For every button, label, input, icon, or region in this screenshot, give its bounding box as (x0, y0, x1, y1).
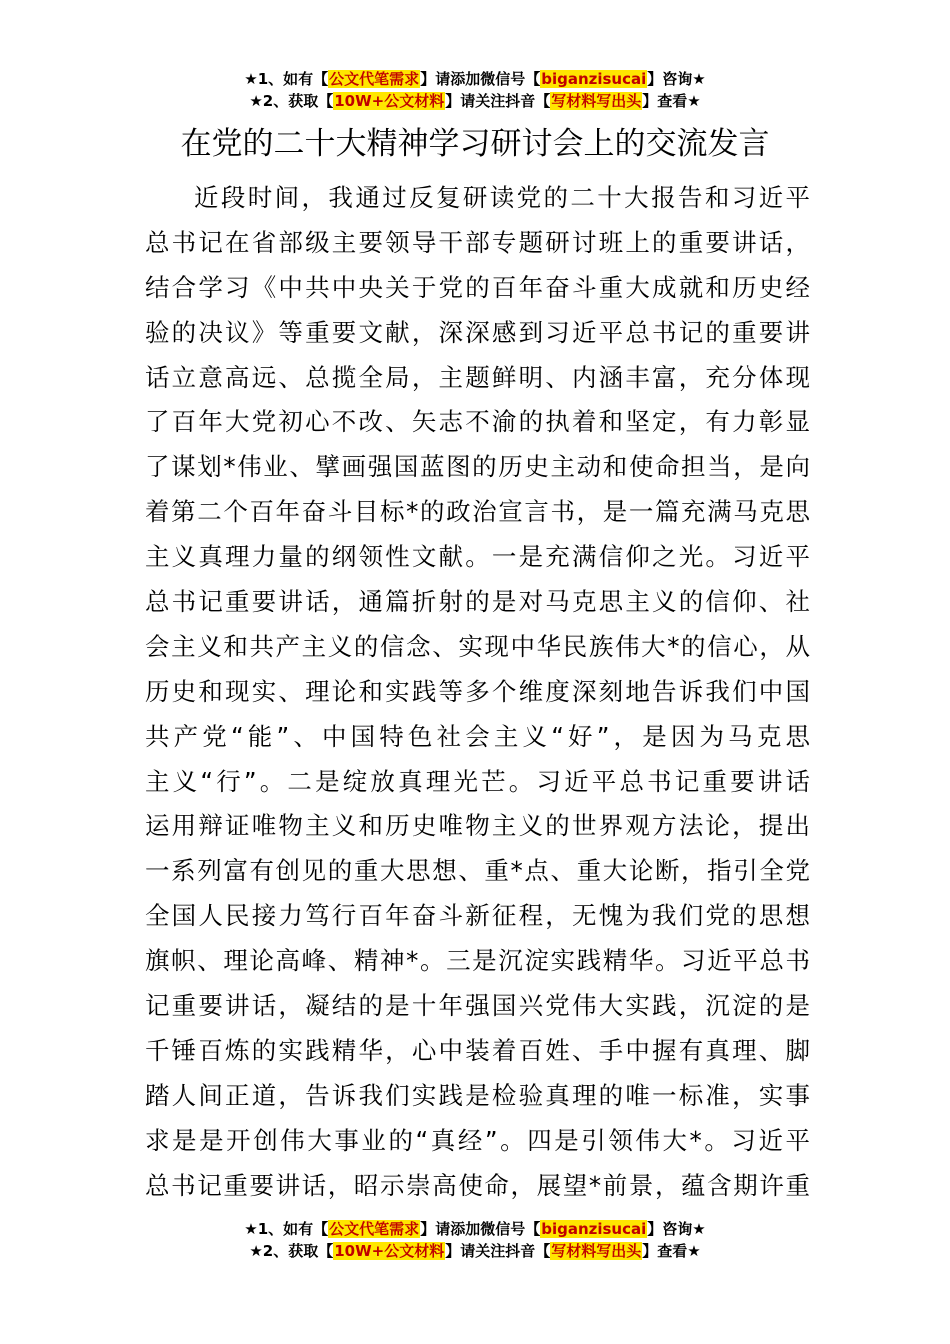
body-line: 记重要讲话，凝结的是十年强国兴党伟大实践，沉淀的是 (145, 991, 810, 1021)
document-title: 在党的二十大精神学习研讨会上的交流发言 (180, 126, 770, 162)
document-body (145, 176, 810, 1208)
body-line: 旗帜、理论高峰、精神*。三是沉淀实践精华。习近平总书 (145, 946, 810, 976)
body-line: 总书记在省部级主要领导干部专题研讨班上的重要讲话， (145, 227, 810, 257)
body-line: 结合学习《中共中央关于党的百年奋斗重大成就和历史经 (145, 272, 810, 302)
body-line: 近段时间，我通过反复研读党的二十大报告和习近平 (194, 183, 810, 212)
service-highlight: 公文代笔需求 (329, 70, 420, 88)
body-line: 总书记重要讲话，昭示崇高使命，展望*前景，蕴含期许重 (145, 1170, 810, 1200)
notice-line-2: ★2、获取【10W+公文材料】请关注抖音【写材料写出头】查看★ (249, 92, 701, 110)
body-line: 历史和现实、理论和实践等多个维度深刻地告诉我们中国 (145, 676, 810, 706)
body-line: 一系列富有创见的重大思想、重*点、重大论断，指引全党 (145, 856, 810, 886)
body-line: 运用辩证唯物主义和历史唯物主义的世界观方法论，提出 (145, 811, 810, 841)
body-line: 了百年大党初心不改、矢志不渝的执着和坚定，有力彰显 (145, 407, 810, 437)
body-line: 踏人间正道，告诉我们实践是检验真理的唯一标准，实事 (145, 1080, 810, 1110)
service-highlight: 公文代笔需求 (329, 1220, 420, 1238)
body-line: 共产党“能”、中国特色社会主义“好”，是因为马克思 (145, 721, 810, 751)
body-line: 着第二个百年奋斗目标*的政治宣言书，是一篇充满马克思 (145, 497, 810, 527)
notice-line-1: ★1、如有【公文代笔需求】请添加微信号【biganzisucai】咨询★ (244, 70, 706, 88)
body-line: 会主义和共产主义的信念、实现中华民族伟大*的信心，从 (145, 631, 810, 661)
header-notice (0, 68, 950, 112)
footer-notice (0, 1218, 950, 1262)
body-line: 话立意高远、总揽全局，主题鲜明、内涵丰富，充分体现 (145, 362, 810, 392)
materials-highlight: 10W+公文材料 (334, 92, 445, 110)
body-line: 总书记重要讲话，通篇折射的是对马克思主义的信仰、社 (145, 587, 810, 617)
materials-highlight: 10W+公文材料 (334, 1242, 445, 1260)
body-line: 求是是开创伟大事业的“真经”。四是引领伟大*。习近平 (145, 1125, 810, 1155)
body-line: 主义“行”。二是绽放真理光芒。习近平总书记重要讲话 (145, 766, 810, 796)
body-line: 验的决议》等重要文献，深深感到习近平总书记的重要讲 (145, 317, 810, 347)
body-line: 千锤百炼的实践精华，心中装着百姓、手中握有真理、脚 (145, 1035, 810, 1065)
douyin-id-highlight: 写材料写出头 (551, 92, 642, 110)
body-line: 了谋划*伟业、擘画强国蓝图的历史主动和使命担当，是向 (145, 452, 810, 482)
body-line: 全国人民接力笃行百年奋斗新征程，无愧为我们党的思想 (145, 901, 810, 931)
douyin-id-highlight: 写材料写出头 (551, 1242, 642, 1260)
notice-line-2: ★2、获取【10W+公文材料】请关注抖音【写材料写出头】查看★ (249, 1242, 701, 1260)
notice-line-1: ★1、如有【公文代笔需求】请添加微信号【biganzisucai】咨询★ (244, 1220, 706, 1238)
wechat-id-highlight: biganzisucai (541, 1220, 647, 1238)
body-line: 主义真理力量的纲领性文献。一是充满信仰之光。习近平 (145, 542, 810, 572)
wechat-id-highlight: biganzisucai (541, 70, 647, 88)
